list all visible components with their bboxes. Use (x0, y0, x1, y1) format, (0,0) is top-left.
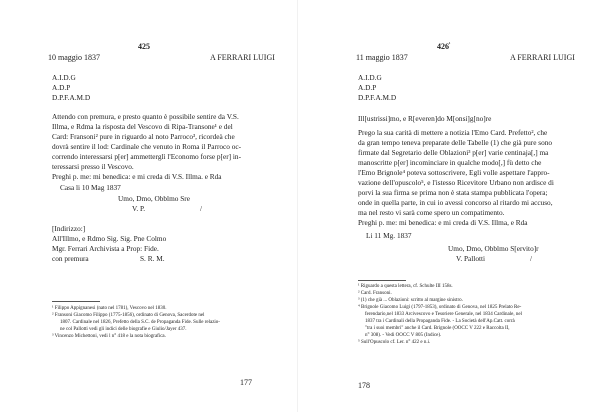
body-line: porvi la sua firma se prima non è stata stampa pubblicata l'opera; (358, 188, 548, 197)
footnote-line: ¹ Riguardo a questa lettera, cf. Schulte III 158s. (358, 284, 453, 289)
salutation-line: A.I.D.G (358, 73, 382, 82)
address-line: Mgr. Ferrari Archivista a Prop: Fide. (52, 244, 159, 253)
body-line: l'Emo Brignole⁴ poteva sottoscrivere, Egli volle aspettare l'appro- (358, 168, 550, 177)
footnote-line: ² Card. Fransoni. (358, 291, 392, 296)
salutation-line: D.P.F.A.M.D (52, 93, 91, 102)
footnote-line: n° 308). - Vedi OOCC V 805 (Indice). (365, 333, 442, 338)
page-number: 177 (240, 378, 252, 387)
left-page (0, 0, 298, 412)
footnote-line: 1807. Cardinale nel 1826, Prefetto della S.C. de Propaganda Fide. Sulle relazio- (60, 320, 220, 325)
page-number: 178 (358, 381, 370, 390)
salutation-line: A.D.P (358, 83, 377, 92)
body-line: manoscritte p[er] incominciare in qualche modo[,] fù detto che (358, 158, 542, 167)
letter-date: 11 maggio 1837 (356, 53, 408, 62)
closing-formula: Umo, Dmo, Obblmo Sre (118, 194, 190, 203)
address-line: All'Illmo, e Rdmo Sig. Sig. Pne Colmo (52, 234, 167, 243)
letter-addressee: A FERRARI LUIGI (210, 53, 275, 62)
footnote-line: ³ Vincenzo Michettoni, vedi l n° 418 e la nota biografica. (52, 334, 166, 339)
body-line: dovrà sentire il lod: Cardinale che venuto in Roma il Parroco oc- (52, 142, 242, 151)
signature: V. Pallotti (456, 254, 486, 263)
closing-formula: Umo, Dmo, Obblmo S[ervito]r (448, 244, 539, 253)
footnote-line: ferendario,nel 1833 Arcivescovo e Tesoriere Generale, nel 1834 Cardinale, nel (365, 312, 522, 317)
footnote-line: ³ (1) che già ... Oblazioni: scritto al margine sinistro. (358, 298, 463, 303)
body-line: Preghi p. me: mi benedica: e mi creda di V.S. Illma, e Rda (358, 218, 528, 227)
salutation-line: A.D.P (52, 83, 71, 92)
footnote-line: ne col Pallotti vedi gli indici delle biografie e Giulio/Jayer 437. (60, 327, 187, 332)
body-line: vazione dell'opuscolo⁵, e l'istesso Ricevitore Urbano non ardisce di (358, 178, 554, 187)
body-line: Prego la sua carità di mettere a notizia l'Emo Card. Prefetto², che (358, 128, 548, 137)
body-line: correndo interessarsi p[er] ammetterglì l'Economo forse p[er] in- (52, 152, 242, 161)
address-line: [Indirizzo:] (52, 224, 86, 233)
body-line: Preghi p. me: mi benedica: e mi creda di V.S. Illma. e Rda (52, 172, 222, 181)
salutation-line: A.I.D.G (52, 73, 76, 82)
letter-addressee: A FERRARI LUIGI (510, 53, 575, 62)
body-line: onde in quella parte, in cui io avessi concorso al ritardo mi accuso, (358, 198, 553, 207)
signature-mark: / (530, 254, 533, 263)
footnote-line: 1837 tra i Cardinali della Propaganda Fide. - La Società dell'Ap.Catt. corrà (365, 319, 515, 324)
signature-mark: / (200, 204, 203, 213)
body-line: Attendo con premura, e presto quanto è possibile sentire da V.S. (52, 112, 239, 121)
body-line: firmate dal Segretario delle Oblazioni³ p[er] varie centinaja[,] ma (358, 148, 549, 157)
letter-number: 425 (138, 42, 150, 51)
place-date: Li 11 Mg. 1837 (366, 231, 412, 240)
body-line: ma nel resto vi sarà come spero un compatimento. (358, 208, 505, 217)
letter-date: 10 maggio 1837 (48, 53, 100, 62)
footnote-line: "tra i suoi membri" anche il Card. Brignole (OOCC V 222 e Raccolta II, (365, 326, 510, 331)
address-line: con premura (52, 254, 89, 263)
body-line: da gran tempo teneva preparate delle Tabelle (1) che già pure sono (358, 138, 553, 147)
address-initials: S. R. M. (140, 254, 165, 263)
body-line: Illma, e Rdma la risposta del Vescovo di Ripa-Transone¹ e del (52, 122, 233, 131)
right-page (298, 0, 597, 412)
footnote-line: ⁵ Sull'Opuscolo cf. Ler. n° 422 e n.i. (358, 340, 431, 345)
footnote-rule (358, 280, 406, 281)
letter-number: $426^{^1}$ (437, 42, 451, 51)
footnote-rule (52, 301, 100, 302)
signature: V. P. (132, 204, 146, 213)
body-line: teressarsi presso il Vescovo. (52, 162, 134, 171)
salutation-line: D.P.F.A.M.D (358, 93, 397, 102)
greeting: Ill[ustrissi]mo, e R[everen]do M[onsi]g[no]re (358, 114, 492, 123)
footnote-line: ² Fransoni Giacomo Filippo (1775-1856), ordinato di Genova, Sacerdote nel (52, 313, 205, 318)
footnote-line: ¹ Filippo Appignanesi (nato nel 1781), Vescovo nel 1830. (52, 306, 167, 311)
footnote-line: ⁴ Brignole Giacomo Luigi (1797-1853), ordinato di Genova, nel 1825 Prelato Re- (358, 305, 522, 310)
place-date: Casa li 10 Mag 1837 (60, 183, 121, 192)
body-line: Card: Fransoni² pure in riguardo al noto Parroco³, ricordeà che (52, 132, 235, 141)
